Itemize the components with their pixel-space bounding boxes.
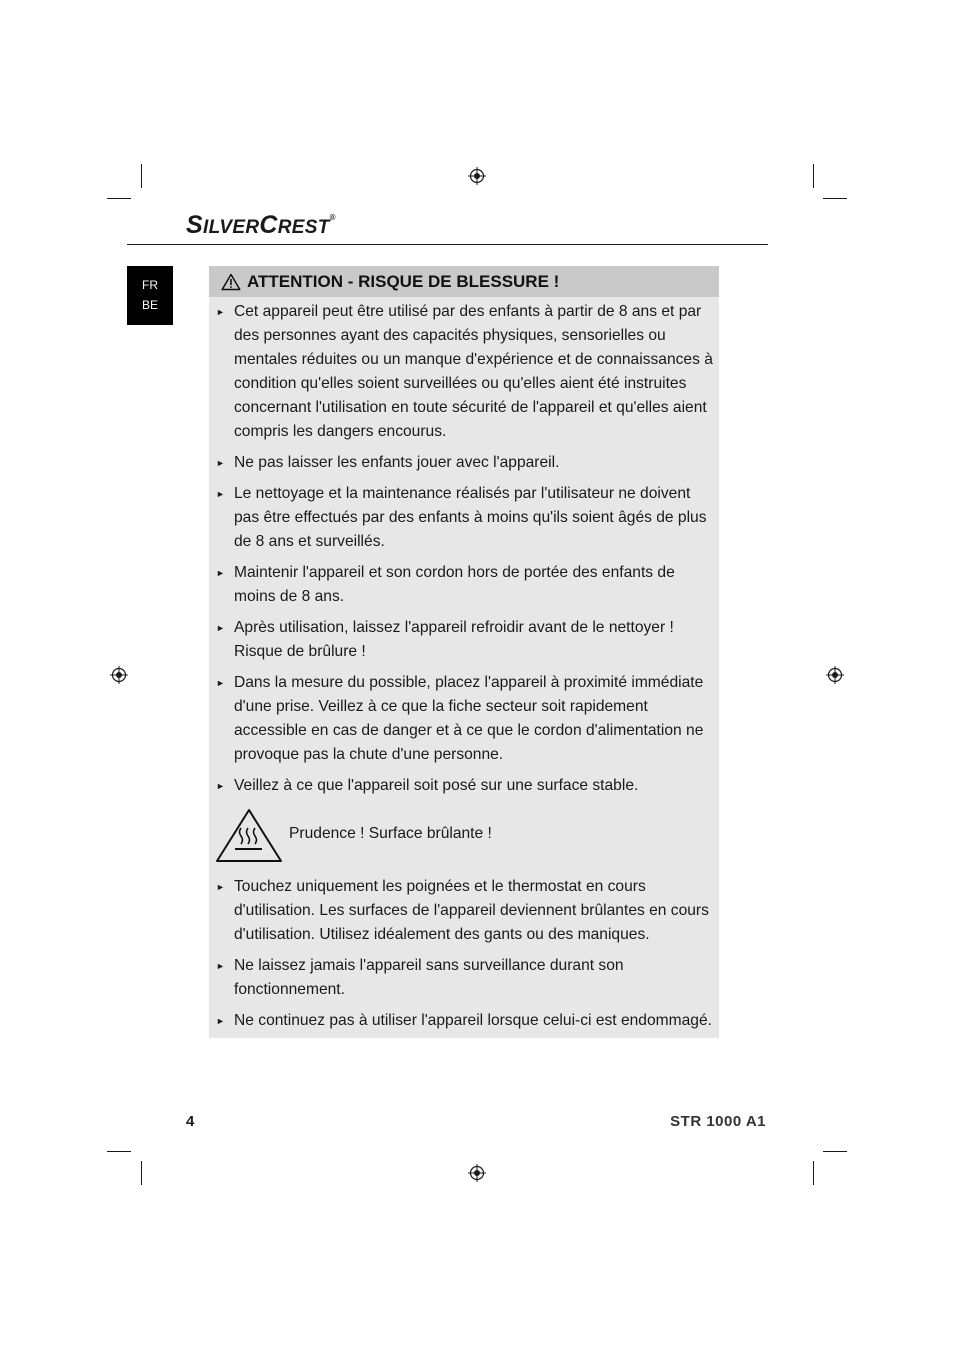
warning-list bbox=[209, 297, 719, 1033]
arrow-right-icon: ► bbox=[216, 458, 225, 468]
crop-mark bbox=[141, 1161, 142, 1185]
list-item bbox=[215, 954, 713, 1002]
arrow-right-icon: ► bbox=[216, 961, 225, 971]
list-item bbox=[215, 300, 713, 444]
list-item bbox=[215, 482, 713, 554]
crop-mark bbox=[107, 198, 131, 199]
list-item-text: Ne pas laisser les enfants jouer avec l'appareil. bbox=[234, 454, 560, 471]
crop-mark bbox=[141, 164, 142, 188]
list-item bbox=[215, 1009, 713, 1033]
language-code: BE bbox=[141, 298, 158, 312]
brand-logo: SILVERCREST® bbox=[186, 211, 336, 239]
registration-mark-icon bbox=[826, 666, 844, 684]
list-item-text: Touchez uniquement les poignées et le thermostat en cours d'utilisation. Les surfaces de l'appareil deviennent brûlantes en cours d'utilisation. Utilisez idéalement des gants ou des maniques. bbox=[234, 878, 709, 943]
list-item-text: Ne laissez jamais l'appareil sans surveillance durant son fonctionnement. bbox=[234, 957, 624, 998]
arrow-right-icon: ► bbox=[216, 781, 225, 791]
header-rule bbox=[127, 244, 768, 245]
arrow-right-icon: ► bbox=[216, 678, 225, 688]
list-item-text: Cet appareil peut être utilisé par des enfants à partir de 8 ans et par des personnes ayant des capacités physiques, sensorielles ou mentales réduites ou un manque d'expérience et de connaissances à condition qu'elles soient surveillées ou qu'elles aient été instruites concernant l'utilisation en toute sécurité de l'appareil et qu'elles aient compris les dangers encourus. bbox=[234, 303, 713, 440]
registration-mark-icon bbox=[110, 666, 128, 684]
hot-surface-icon bbox=[215, 808, 283, 864]
arrow-right-icon: ► bbox=[216, 623, 225, 633]
arrow-right-icon: ► bbox=[216, 307, 225, 317]
model-number: STR 1000 A1 bbox=[670, 1113, 766, 1130]
list-item-text: Après utilisation, laissez l'appareil refroidir avant de le nettoyer ! Risque de brûlure ! bbox=[234, 619, 674, 660]
list-item bbox=[215, 616, 713, 664]
list-item bbox=[215, 671, 713, 767]
hot-surface-notice bbox=[215, 805, 713, 867]
list-item-text: Ne continuez pas à utiliser l'appareil lorsque celui-ci est endommagé. bbox=[234, 1012, 712, 1029]
arrow-right-icon: ► bbox=[216, 568, 225, 578]
list-item bbox=[215, 561, 713, 609]
language-code: FR bbox=[142, 278, 158, 292]
list-item bbox=[215, 774, 713, 798]
arrow-right-icon: ► bbox=[216, 489, 225, 499]
list-item-text: Veillez à ce que l'appareil soit posé sur une surface stable. bbox=[234, 777, 639, 794]
arrow-right-icon: ► bbox=[216, 1016, 225, 1026]
warning-header bbox=[209, 266, 719, 297]
registration-mark-icon bbox=[468, 167, 486, 185]
list-item-text: Dans la mesure du possible, placez l'appareil à proximité immédiate d'une prise. Veillez à ce que la fiche secteur soit rapidement accessible en cas de danger et à ce que le cordon d'alimentation ne provoque pas la chute d'une personne. bbox=[234, 674, 704, 763]
language-tab bbox=[127, 266, 173, 325]
warning-box bbox=[209, 266, 719, 1038]
crop-mark bbox=[813, 1161, 814, 1185]
arrow-right-icon: ► bbox=[216, 882, 225, 892]
crop-mark bbox=[107, 1151, 131, 1152]
list-item-text: Le nettoyage et la maintenance réalisés par l'utilisateur ne doivent pas être effectués par des enfants à moins qu'ils soient âgés de plus de 8 ans et surveillés. bbox=[234, 485, 707, 550]
list-item bbox=[215, 875, 713, 947]
list-item bbox=[215, 451, 713, 475]
list-item-text: Maintenir l'appareil et son cordon hors de portée des enfants de moins de 8 ans. bbox=[234, 564, 675, 605]
hot-surface-label: Prudence ! Surface brûlante ! bbox=[289, 824, 492, 842]
registration-mark-icon bbox=[468, 1164, 486, 1182]
warning-triangle-icon bbox=[221, 273, 241, 291]
crop-mark bbox=[823, 1151, 847, 1152]
warning-title: ATTENTION - RISQUE DE BLESSURE ! bbox=[247, 271, 560, 291]
crop-mark bbox=[823, 198, 847, 199]
crop-mark bbox=[813, 164, 814, 188]
page-number: 4 bbox=[186, 1113, 195, 1130]
